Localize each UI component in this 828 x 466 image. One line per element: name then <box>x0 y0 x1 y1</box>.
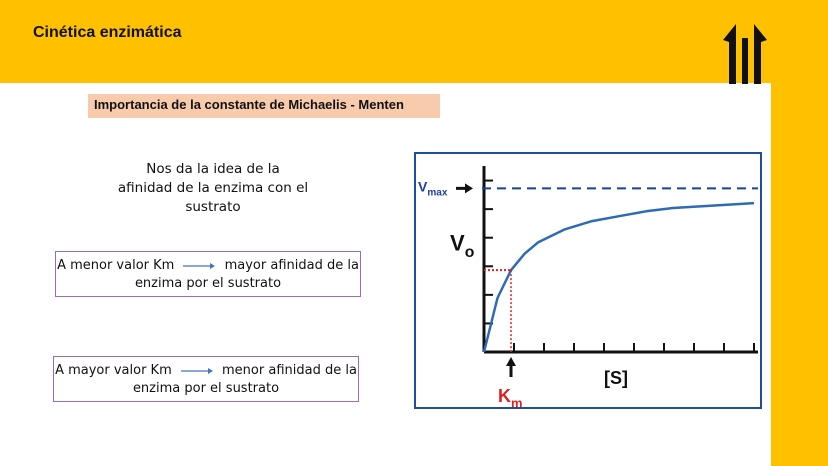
right-accent-bar <box>771 83 828 466</box>
rule-box-low-km <box>55 251 361 297</box>
vmax-label: $V_{max}$ <box>418 178 448 199</box>
km-arrowhead <box>506 357 516 366</box>
vmax-arrowhead <box>465 183 473 193</box>
rule-lead: A menor valor Km <box>57 258 175 273</box>
rule-line2: enzima por el sustrato <box>132 381 280 396</box>
curve-line <box>484 203 754 352</box>
slide-title: Cinética enzimática <box>33 24 182 41</box>
km-label: $K_m$ <box>498 386 523 407</box>
logo-icon <box>719 18 771 84</box>
intro-text <box>110 160 316 217</box>
v0-label: $V_o$ <box>450 230 475 262</box>
intro-line: afinidad de la enzima con el <box>117 180 309 196</box>
arrow-right-icon <box>182 261 216 271</box>
rule-line2: enzima por el sustrato <box>134 276 282 291</box>
arrow-right-icon <box>180 366 214 376</box>
rule-lead: A mayor valor Km <box>55 363 172 378</box>
x-axis-label: [S] <box>604 368 628 388</box>
rule-box-high-km <box>53 356 359 402</box>
rule-tail: menor afinidad de la <box>222 363 357 378</box>
intro-line: sustrato <box>185 199 241 215</box>
intro-line: Nos da la idea de la <box>146 161 280 177</box>
rule-tail: mayor afinidad de la <box>224 258 359 273</box>
subtitle-banner <box>88 94 440 118</box>
subtitle-text: Importancia de la constante de Michaelis - Menten <box>94 97 404 112</box>
michaelis-menten-chart <box>414 152 762 409</box>
chart-svg <box>416 154 760 407</box>
